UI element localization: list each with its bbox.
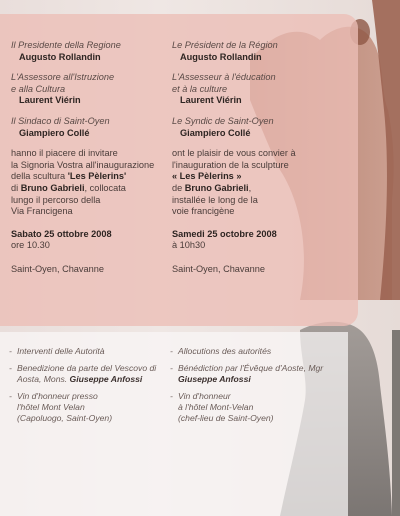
assessore-title-fr-2: et à la culture bbox=[172, 83, 228, 94]
assessore-name-fr: Laurent Viérin bbox=[180, 95, 242, 106]
president-name-fr: Augusto Rollandin bbox=[180, 51, 262, 62]
italian-column bbox=[11, 40, 181, 276]
president-title-it: Il Presidente della Regione bbox=[11, 40, 121, 50]
artist-name-fr: Bruno Gabrieli bbox=[184, 182, 249, 193]
program-list-fr bbox=[170, 346, 335, 430]
event-place-fr: Saint-Oyen, Chavanne bbox=[172, 263, 265, 274]
list-item: - Interventi delle Autorità bbox=[9, 346, 105, 356]
assessore-title-fr-1: L'Assesseur à l'éducation bbox=[172, 72, 276, 83]
sindaco-name-fr: Giampiero Collé bbox=[180, 127, 251, 138]
sindaco-title-fr: Le Syndic de Saint-Oyen bbox=[172, 115, 274, 126]
list-item: - Vin d'honneur presso l'hôtel Mont Velan (Capoluogo, Saint-Oyen) bbox=[9, 391, 113, 423]
president-title-fr: Le Président de la Région bbox=[172, 40, 278, 50]
president-name-it: Augusto Rollandin bbox=[19, 51, 101, 62]
list-item: - Benedizione da parte del Vescovo di Aosta, Mons. Giuseppe Anfossi bbox=[9, 363, 157, 384]
program-list-it bbox=[9, 346, 174, 430]
event-time-fr: à 10h30 bbox=[172, 240, 206, 251]
event-date-fr: Samedi 25 octobre 2008 bbox=[172, 228, 277, 239]
list-item: - Vin d'honneur à l'hôtel Mont-Velan (chef-lieu de Saint-Oyen) bbox=[170, 391, 274, 423]
french-column bbox=[172, 40, 342, 276]
list-item: - Bénédiction par l'Évêque d'Aoste, Mgr Giuseppe Anfossi bbox=[170, 363, 324, 384]
invite-text-fr: ont le plaisir de vous convier à l'inauguration de la sculpture « Les Pèlerins » de Bruno Gabrieli, installée le long de la voie francigène bbox=[172, 148, 296, 217]
sindaco-name-it: Giampiero Collé bbox=[19, 127, 90, 138]
assessore-name-it: Laurent Viérin bbox=[19, 95, 81, 106]
sindaco-title-it: Il Sindaco di Saint-Oyen bbox=[11, 115, 110, 126]
event-place-it: Saint-Oyen, Chavanne bbox=[11, 263, 104, 274]
assessore-title-it-1: L'Assessore all'Istruzione bbox=[11, 72, 115, 83]
assessore-title-it-2: e alla Cultura bbox=[11, 83, 66, 94]
invite-text-it: hanno il piacere di invitare la Signoria Vostra all'inaugurazione della scultura 'Les Pèlerins' di Bruno Gabrieli, collocata lungo il percorso della Via Francigena bbox=[11, 148, 155, 217]
event-time-it: ore 10.30 bbox=[11, 240, 50, 251]
event-date-it: Sabato 25 ottobre 2008 bbox=[11, 228, 112, 239]
artist-name-it: Bruno Gabrieli bbox=[20, 182, 85, 193]
list-item: - Allocutions des autorités bbox=[170, 346, 272, 356]
